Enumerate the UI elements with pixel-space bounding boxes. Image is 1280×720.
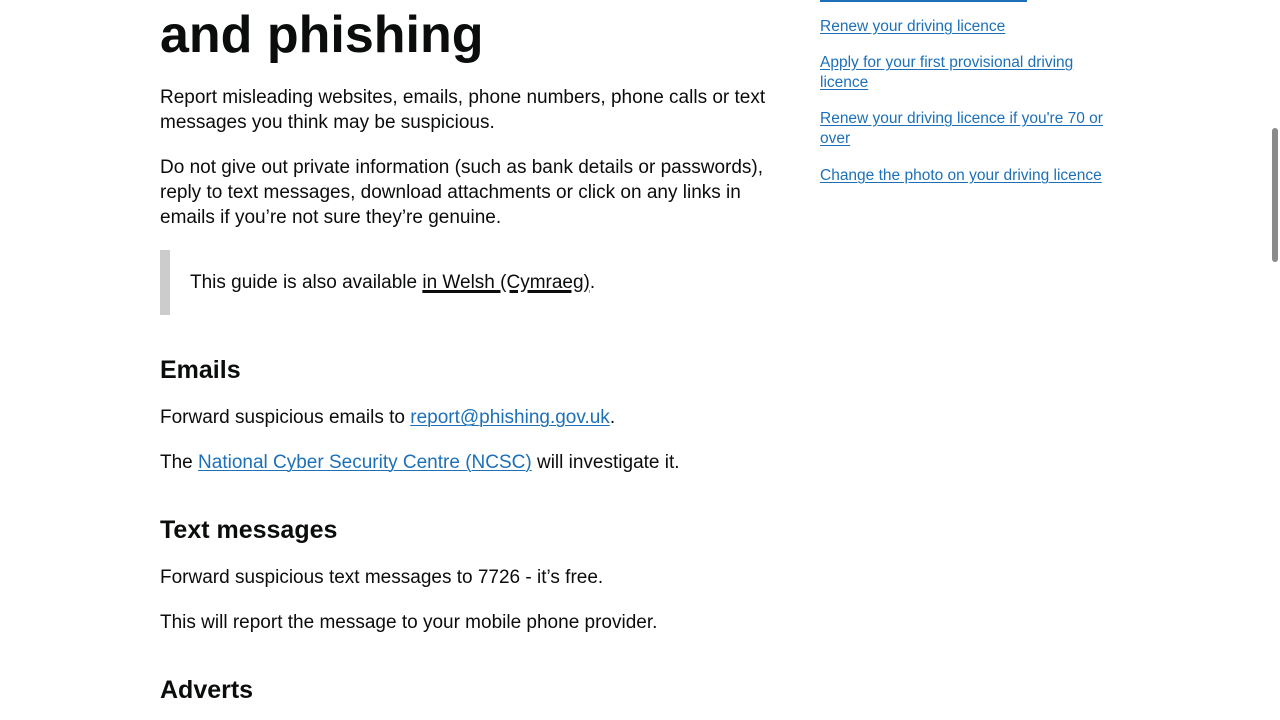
welsh-inset bbox=[160, 250, 800, 315]
emails-text-end: . bbox=[609, 407, 616, 428]
ncsc-text: The bbox=[160, 452, 199, 473]
ncsc-text-end: will investigate it. bbox=[531, 452, 680, 473]
related-link-renew-70[interactable]: Renew your driving licence if you're 70 or over bbox=[820, 110, 1103, 147]
page-title bbox=[160, 0, 800, 66]
scrollbar-thumb[interactable] bbox=[1272, 128, 1278, 262]
related-link-provisional[interactable]: Apply for your first provisional driving licence bbox=[820, 54, 1074, 91]
emails-heading: Emails bbox=[160, 356, 241, 384]
related-link-cut-off bbox=[820, 0, 1027, 2]
welsh-link[interactable]: in Welsh (Cymraeg) bbox=[422, 272, 590, 293]
inset-text: This guide is also available bbox=[190, 272, 423, 293]
text-messages-heading: Text messages bbox=[160, 516, 338, 544]
related-link-change-photo[interactable]: Change the photo on your driving licence bbox=[820, 167, 1102, 184]
warning-paragraph: Do not give out private information (such as bank details or passwords), reply to text messages, download attachments or click on any links in emails if you’re not sure they’re genuine. bbox=[160, 157, 764, 228]
text-messages-p1: Forward suspicious text messages to 7726 - it’s free. bbox=[160, 567, 604, 588]
adverts-heading: Adverts bbox=[160, 676, 254, 704]
ncsc-link[interactable]: National Cyber Security Centre (NCSC) bbox=[198, 452, 532, 473]
intro-paragraph: Report misleading websites, emails, phone numbers, phone calls or text messages you think may be suspicious. bbox=[160, 87, 766, 133]
inset-text-end: . bbox=[589, 272, 596, 293]
related-link-renew[interactable]: Renew your driving licence bbox=[820, 18, 1006, 35]
page-title-line-2: and phishing bbox=[160, 6, 484, 64]
report-email-link[interactable]: report@phishing.gov.uk bbox=[410, 407, 610, 428]
text-messages-p2: This will report the message to your mobile phone provider. bbox=[160, 612, 658, 633]
main-content bbox=[160, 85, 800, 705]
emails-text: Forward suspicious emails to bbox=[160, 407, 411, 428]
